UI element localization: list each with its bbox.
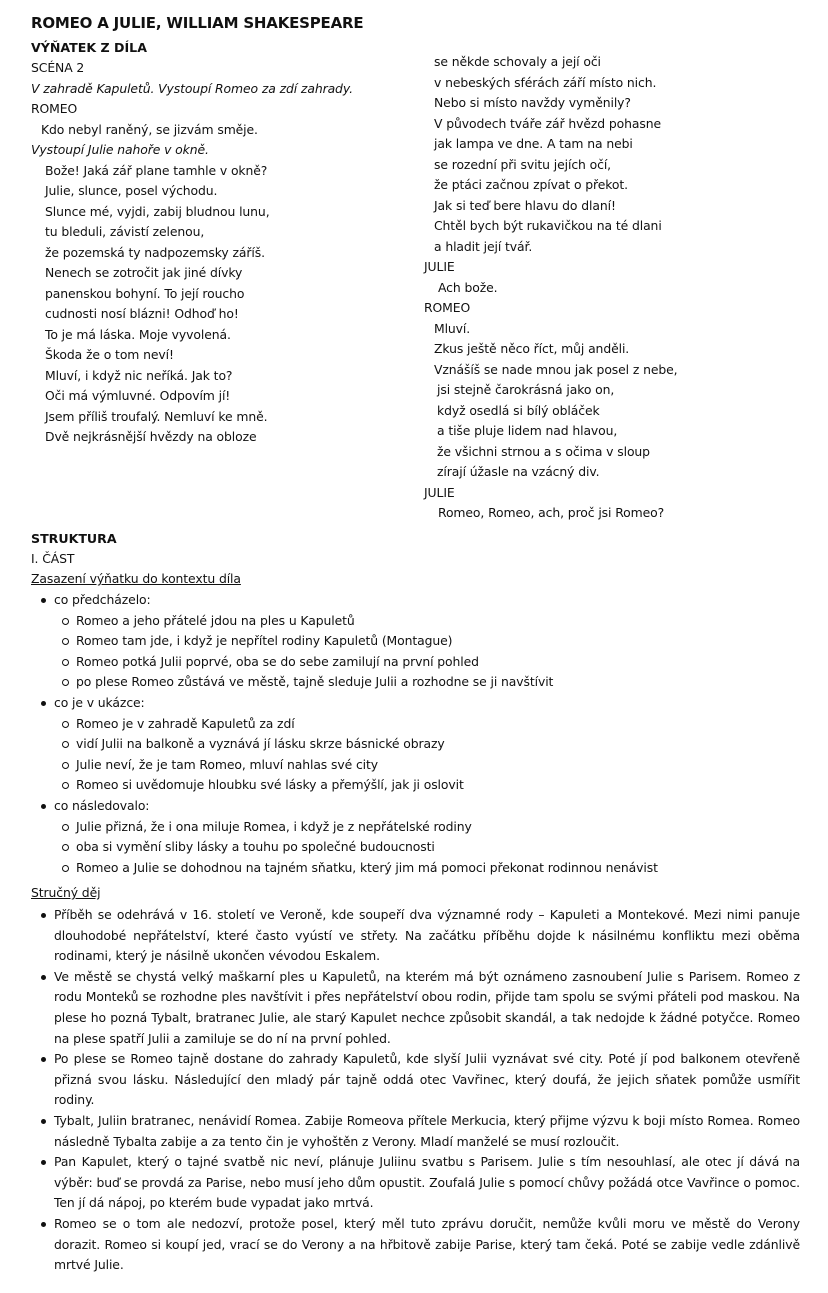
list-item-text: po plese Romeo zůstává ve městě, tajně sleduje Julii a rozhodne se ji navštívit [76,674,554,690]
verse-line: jak lampa ve dne. A tam na nebi [434,136,633,151]
list-item-text: Romeo a Julie se dohodnou na tajném sňatku, který jim má pomoci překonat rodinnou nenávist [76,859,658,875]
verse-line: když osedlá si bílý obláček [437,402,600,418]
context-group-label [36,693,658,714]
list-item-text: oba si vymění sliby lásky a touhu po společné budoucnosti [76,839,435,855]
verse-line: V zahradě Kapuletů. Vystoupí Romeo za zdí zahrady. [31,80,353,96]
bullet-icon [41,975,46,980]
verse-line: se rozední při svitu jejích očí, [434,156,611,172]
plot-paragraph [36,1152,800,1214]
circle-bullet-icon [62,679,69,686]
verse-line: a hladit její tvář. [434,238,533,254]
verse-line: Zkus ještě něco říct, můj anděli. [434,341,630,356]
circle-bullet-icon [62,844,69,851]
list-item-text: Romeo je v zahradě Kapuletů za zdí [76,715,295,731]
plot-paragraph-text: Romeo se o tom ale nedozví, protože posel, který měl tuto zprávu doručit, nemůže kvůli moru ve městě do Verony dorazit. Romeo si koupí jed, vrací se do Verony a na hřbitově zabije Parise, který tam čeká. Poté se zabije vedle zdánlivě mrtvé Julie. [54,1215,800,1273]
list-item [36,817,658,838]
plot-paragraph-text: Po plese se Romeo tajně dostane do zahrady Kapuletů, kde slyší Julii vyznávat své city. Poté jí pod balkonem otevřeně přizná svou lásku. Následující den mladý pár tajně oddá otec Vavřinec, který doufá, že jejich sňatek pomůže usmířit rodiny. [54,1051,800,1108]
context-heading: Zasazení výňatku do kontextu díla [31,571,241,586]
document-title: ROMEO A JULIE, WILLIAM SHAKESPEARE [31,14,364,32]
circle-bullet-icon [62,721,69,728]
list-item-text: vidí Julii na balkoně a vyznává jí lásku skrze básnické obrazy [76,736,445,752]
plot-paragraph [36,905,800,967]
part-label: I. ČÁST [31,551,75,566]
verse-line: panenskou bohyní. To její roucho [45,285,245,301]
circle-bullet-icon [62,782,69,789]
verse-line: Nenech se zotročit jak jiné dívky [45,265,243,280]
verse-line: Julie, slunce, posel východu. [45,183,218,198]
list-item [36,652,658,673]
plot-paragraph-text: Tybalt, Juliin bratranec, nenávidí Romea. Zabije Romeova přítele Merkucia, který přijme výzvu k boji místo Romea. Romeo následně Tybalta zabije a za tento čin je vyhoštěn z Verony. Mladí manželé se musí rozloučit. [54,1112,800,1149]
circle-bullet-icon [62,824,69,831]
excerpt-right-column [424,52,678,524]
list-item-text: Romeo a jeho přátelé jdou na ples u Kapuletů [76,612,355,628]
context-group-text: co následovalo: [54,797,150,813]
verse-line: JULIE [424,259,455,274]
verse-line: Slunce mé, vyjdi, zabij bludnou lunu, [45,203,270,219]
plot-paragraph-text: Ve městě se chystá velký maškarní ples u Kapuletů, na kterém má být oznámeno zasnoubení Julie s Parisem. Romeo z rodu Monteků se rozhodne ples navštívit i přes nepřátelství obou rodin, přijde tam spolu se svými přáteli pod maskou. Na plese ho pozná Tybalt, bratranec Julie, ale starý Kapulet nechce způsobit skandál, a tak nedojde k žádné potyčce. Romeo na plese spatří Julii a zamiluje se do ní na první pohled. [54,968,800,1046]
verse-line: SCÉNA 2 [31,60,85,75]
verse-line: Ach bože. [438,279,498,295]
list-item [36,672,658,693]
verse-line: Nebo si místo navždy vyměnily? [434,95,631,110]
list-item-text: Julie přizná, že i ona miluje Romea, i když je z nepřátelské rodiny [76,818,472,834]
verse-line: ROMEO [31,101,78,116]
verse-line: JULIE [424,484,455,500]
verse-line: že pozemská ty nadpozemsky záříš. [45,244,265,260]
verse-line: Mluví. [434,320,471,336]
context-sublist [36,817,658,879]
list-item [36,755,658,776]
list-item [36,714,658,735]
excerpt-heading: VÝŇATEK Z DÍLA [31,40,147,55]
verse-line: Chtěl bych být rukavičkou na té dlani [434,218,662,233]
context-sublist [36,611,658,693]
verse-line: že ptáci začnou zpívat o překot. [434,177,628,192]
context-group-label [36,796,658,817]
verse-line: v nebeských sférách září místo nich. [434,74,657,90]
context-list [36,590,658,878]
list-item-text: Julie neví, že je tam Romeo, mluví nahlas své city [76,756,379,772]
context-group-label [36,590,658,611]
verse-line: V původech tváře zář hvězd pohasne [434,115,661,131]
context-sublist [36,714,658,796]
structure-heading: STRUKTURA [31,531,117,546]
list-item [36,611,658,632]
list-item [36,837,658,858]
list-item [36,631,658,652]
plot-paragraph [36,1049,800,1111]
list-item [36,734,658,755]
list-item [36,858,658,879]
bullet-icon [41,598,46,603]
verse-line: Jak si teď bere hlavu do dlaní! [434,197,616,213]
plot-paragraph-text: Příběh se odehrává v 16. století ve Veroně, kde soupeří dva významné rody – Kapuleti a Montekové. Mezi nimi panuje dlouhodobé nepřátelství, které často vyústí ve střety. Na začátku příběhu dojde k násilnému konfliktu mezi oběma rodinami, který je násilně ukončen vévodou Eskalem. [54,907,800,964]
verse-line: že všichni strnou a s očima v sloup [437,443,650,459]
verse-line: jsi stejně čarokrásná jako on, [437,382,615,397]
bullet-icon [41,1057,46,1062]
bullet-icon [41,1222,46,1227]
context-group-text: co předcházelo: [54,592,151,607]
bullet-icon [41,804,46,809]
circle-bullet-icon [62,762,69,769]
verse-line: Vznášíš se nade mnou jak posel z nebe, [434,361,678,377]
verse-line: Vystoupí Julie nahoře v okně. [31,142,209,157]
excerpt-left-column [31,58,353,448]
plot-paragraph [36,967,800,1049]
verse-line: zírají úžasle na vzácný div. [437,464,600,479]
verse-line: Oči má výmluvné. Odpovím jí! [45,388,231,403]
verse-line: Dvě nejkrásnější hvězdy na obloze [45,429,257,444]
verse-line: Škoda že o tom neví! [45,347,174,362]
verse-line: Kdo nebyl raněný, se jizvám směje. [41,121,258,137]
verse-line: cudnosti nosí blázni! Odhoď ho! [45,306,239,321]
list-item-text: Romeo potká Julii poprvé, oba se do sebe zamilují na první pohled [76,653,479,669]
circle-bullet-icon [62,618,69,625]
list-item-text: Romeo si uvědomuje hloubku své lásky a přemýšlí, jak ji oslovit [76,777,464,793]
bullet-icon [41,1160,46,1165]
circle-bullet-icon [62,865,69,872]
verse-line: Jsem příliš troufalý. Nemluví ke mně. [45,408,268,424]
bullet-icon [41,701,46,706]
verse-line: Bože! Jaká zář plane tamhle v okně? [45,162,268,178]
list-item-text: Romeo tam jde, i když je nepřítel rodiny Kapuletů (Montague) [76,633,453,649]
verse-line: a tiše pluje lidem nad hlavou, [437,423,618,438]
bullet-icon [41,1119,46,1124]
circle-bullet-icon [62,741,69,748]
verse-line: tu bleduli, závistí zelenou, [45,224,205,239]
verse-line: se někde schovaly a její oči [434,54,601,69]
circle-bullet-icon [62,638,69,645]
verse-line: Romeo, Romeo, ach, proč jsi Romeo? [438,505,665,520]
bullet-icon [41,913,46,918]
verse-line: Mluví, i když nic neříká. Jak to? [45,367,233,383]
context-group-text: co je v ukázce: [54,694,145,710]
verse-line: To je má láska. Moje vyvolená. [45,326,231,342]
list-item [36,775,658,796]
plot-list [36,905,800,1276]
plot-paragraph-text: Pan Kapulet, který o tajné svatbě nic neví, plánuje Juliinu svatbu s Parisem. Julie s tím nesouhlasí, ale otec jí dává na výběr: buď se provdá za Parise, nebo musí jeho dům opustit. Zoufalá Julie s pomocí chůvy požádá otce Vavřince o pomoc. Ten jí dá nápoj, po kterém bude vypadat jako mrtvá. [54,1154,800,1211]
verse-line: ROMEO [424,300,471,315]
circle-bullet-icon [62,659,69,666]
plot-paragraph [36,1214,800,1276]
plot-heading: Stručný děj [31,885,101,900]
plot-paragraph [36,1111,800,1152]
